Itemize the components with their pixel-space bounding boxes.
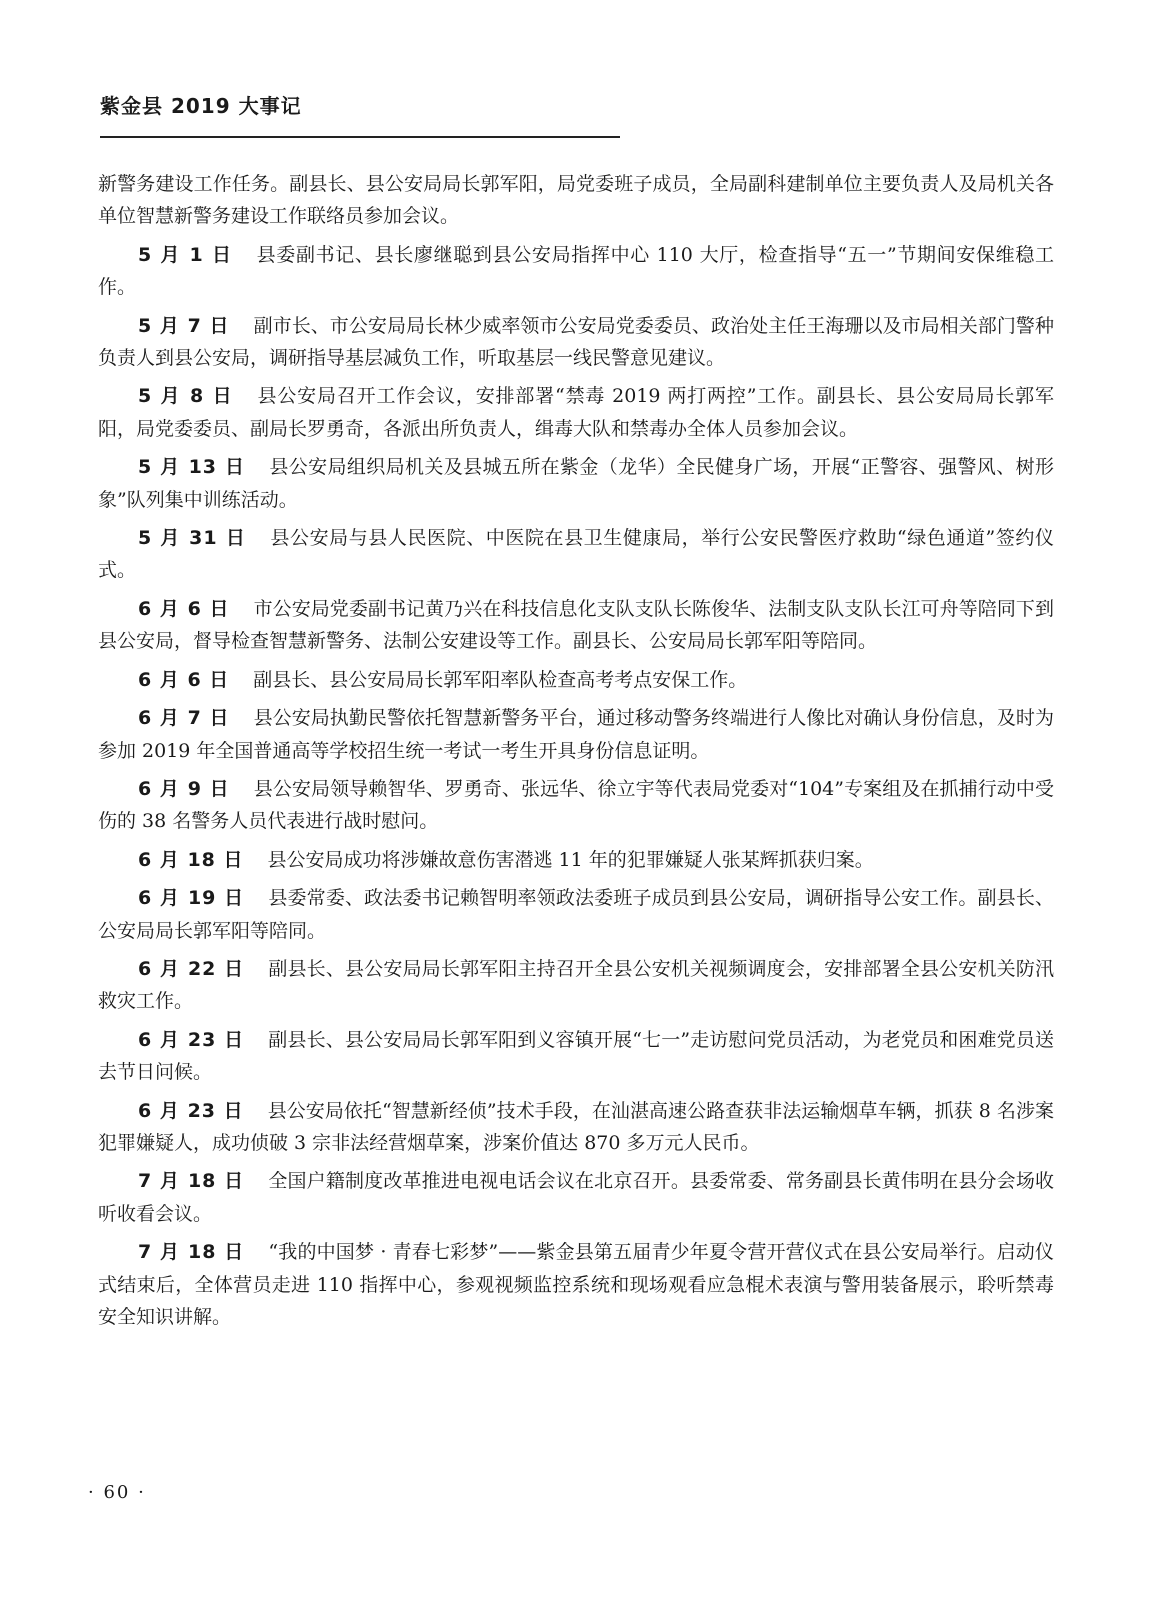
entry-date: 7 月 18 日 [138,1241,245,1264]
entry-text: 市公安局党委副书记黄乃兴在科技信息化支队支队长陈俊华、法制支队支队长江可舟等陪同下到县公安局，督导检查智慧新警务、法制公安建设等工作。副县长、公安局局长郭军阳等陪同。 [98,597,1054,653]
chronicle-entry [98,664,1054,696]
chronicle-entry [98,844,1054,876]
chronicle-entry [98,1236,1054,1333]
entry-date: 5 月 31 日 [138,527,247,550]
entry-text: 县公安局召开工作会议，安排部署“禁毒 2019 两打两控”工作。副县长、县公安局局长郭军阳，局党委委员、副局长罗勇奇，各派出所负责人，缉毒大队和禁毒办全体人员参加会议。 [98,385,1054,440]
entry-date: 6 月 6 日 [138,597,230,620]
entry-text: 县委常委、政法委书记赖智明率领政法委班子成员到县公安局，调研指导公安工作。副县长、公安局局长郭军阳等陪同。 [98,887,1054,942]
chronicle-entry [98,882,1054,947]
entry-date: 7 月 18 日 [138,1170,245,1193]
entry-text: 副县长、县公安局局长郭军阳率队检查高考考点安保工作。 [253,668,748,691]
entry-date: 6 月 6 日 [138,668,230,691]
entry-text: 副县长、县公安局局长郭军阳到义容镇开展“七一”走访慰问党员活动，为老党员和困难党员送去节日问候。 [98,1028,1054,1084]
entry-date: 5 月 1 日 [138,243,233,266]
chronicle-entry [98,953,1054,1018]
entry-date: 6 月 22 日 [138,957,245,980]
entry-text: 全国户籍制度改革推进电视电话会议在北京召开。县委常委、常务副县长黄伟明在县分会场收听收看会议。 [98,1170,1054,1225]
entry-text: 县公安局执勤民警依托智慧新警务平台，通过移动警务终端进行人像比对确认身份信息，及时为参加 2019 年全国普通高等学校招生统一考试一考生开具身份信息证明。 [98,707,1054,762]
entry-date: 6 月 19 日 [138,887,245,910]
chronicle-entry [98,593,1054,658]
chronicle-entry [98,702,1054,767]
chronicle-entry [98,773,1054,838]
entry-text: 副县长、县公安局局长郭军阳主持召开全县公安机关视频调度会，安排部署全县公安机关防汛救灾工作。 [98,957,1054,1013]
entry-date: 6 月 18 日 [138,848,244,871]
page-number: · 60 · [88,1482,146,1503]
running-header: 紫金县 2019 大事记 [100,94,302,118]
chronicle-entry [98,451,1054,516]
chronicle-body [98,168,1054,1339]
entry-text: 县公安局领导赖智华、罗勇奇、张远华、徐立宇等代表局党委对“104”专案组及在抓捕行动中受伤的 38 名警务人员代表进行战时慰问。 [98,777,1054,833]
entry-date: 5 月 13 日 [138,456,246,479]
chronicle-entry [98,1095,1054,1160]
entry-text: 县委副书记、县长廖继聪到县公安局指挥中心 110 大厅，检查指导“五一”节期间安保维稳工作。 [98,243,1054,299]
entry-date: 5 月 8 日 [138,385,234,408]
chronicle-entry [98,239,1054,304]
entry-text: “我的中国梦 · 青春七彩梦”——紫金县第五届青少年夏令营开营仪式在县公安局举行。启动仪式结束后，全体营员走进 110 指挥中心，参观视频监控系统和现场观看应急棍术表演与警用装备展示，聆听禁毒安全知识讲解。 [98,1241,1054,1328]
continuation-paragraph: 新警务建设工作任务。副县长、县公安局局长郭军阳，局党委班子成员，全局副科建制单位主要负责人及局机关各单位智慧新警务建设工作联络员参加会议。 [98,173,1054,228]
chronicle-entry [98,522,1054,587]
entry-list [98,239,1054,1334]
entry-date: 6 月 23 日 [138,1099,244,1122]
chronicle-entry [98,1165,1054,1230]
entry-date: 6 月 23 日 [138,1028,245,1051]
chronicle-entry [98,1024,1054,1089]
chronicle-entry [98,380,1054,445]
chronicle-entry [98,310,1054,375]
header-divider [100,136,620,138]
entry-date: 6 月 9 日 [138,777,230,800]
entry-text: 副市长、市公安局局长林少威率领市公安局党委委员、政治处主任王海珊以及市局相关部门警种负责人到县公安局，调研指导基层减负工作，听取基层一线民警意见建议。 [98,314,1054,370]
entry-text: 县公安局依托“智慧新经侦”技术手段，在汕湛高速公路查获非法运输烟草车辆，抓获 8 名涉案犯罪嫌疑人，成功侦破 3 宗非法经营烟草案，涉案价值达 870 多万元人民币。 [98,1099,1054,1154]
entry-date: 6 月 7 日 [138,707,230,730]
entry-date: 5 月 7 日 [138,314,230,337]
entry-text: 县公安局成功将涉嫌故意伤害潜逃 11 年的犯罪嫌疑人张某辉抓获归案。 [267,848,874,871]
entry-text: 县公安局组织局机关及县城五所在紫金（龙华）全民健身广场，开展“正警容、强警风、树形象”队列集中训练活动。 [98,456,1054,511]
entry-text: 县公安局与县人民医院、中医院在县卫生健康局，举行公安民警医疗救助“绿色通道”签约仪式。 [98,527,1054,582]
